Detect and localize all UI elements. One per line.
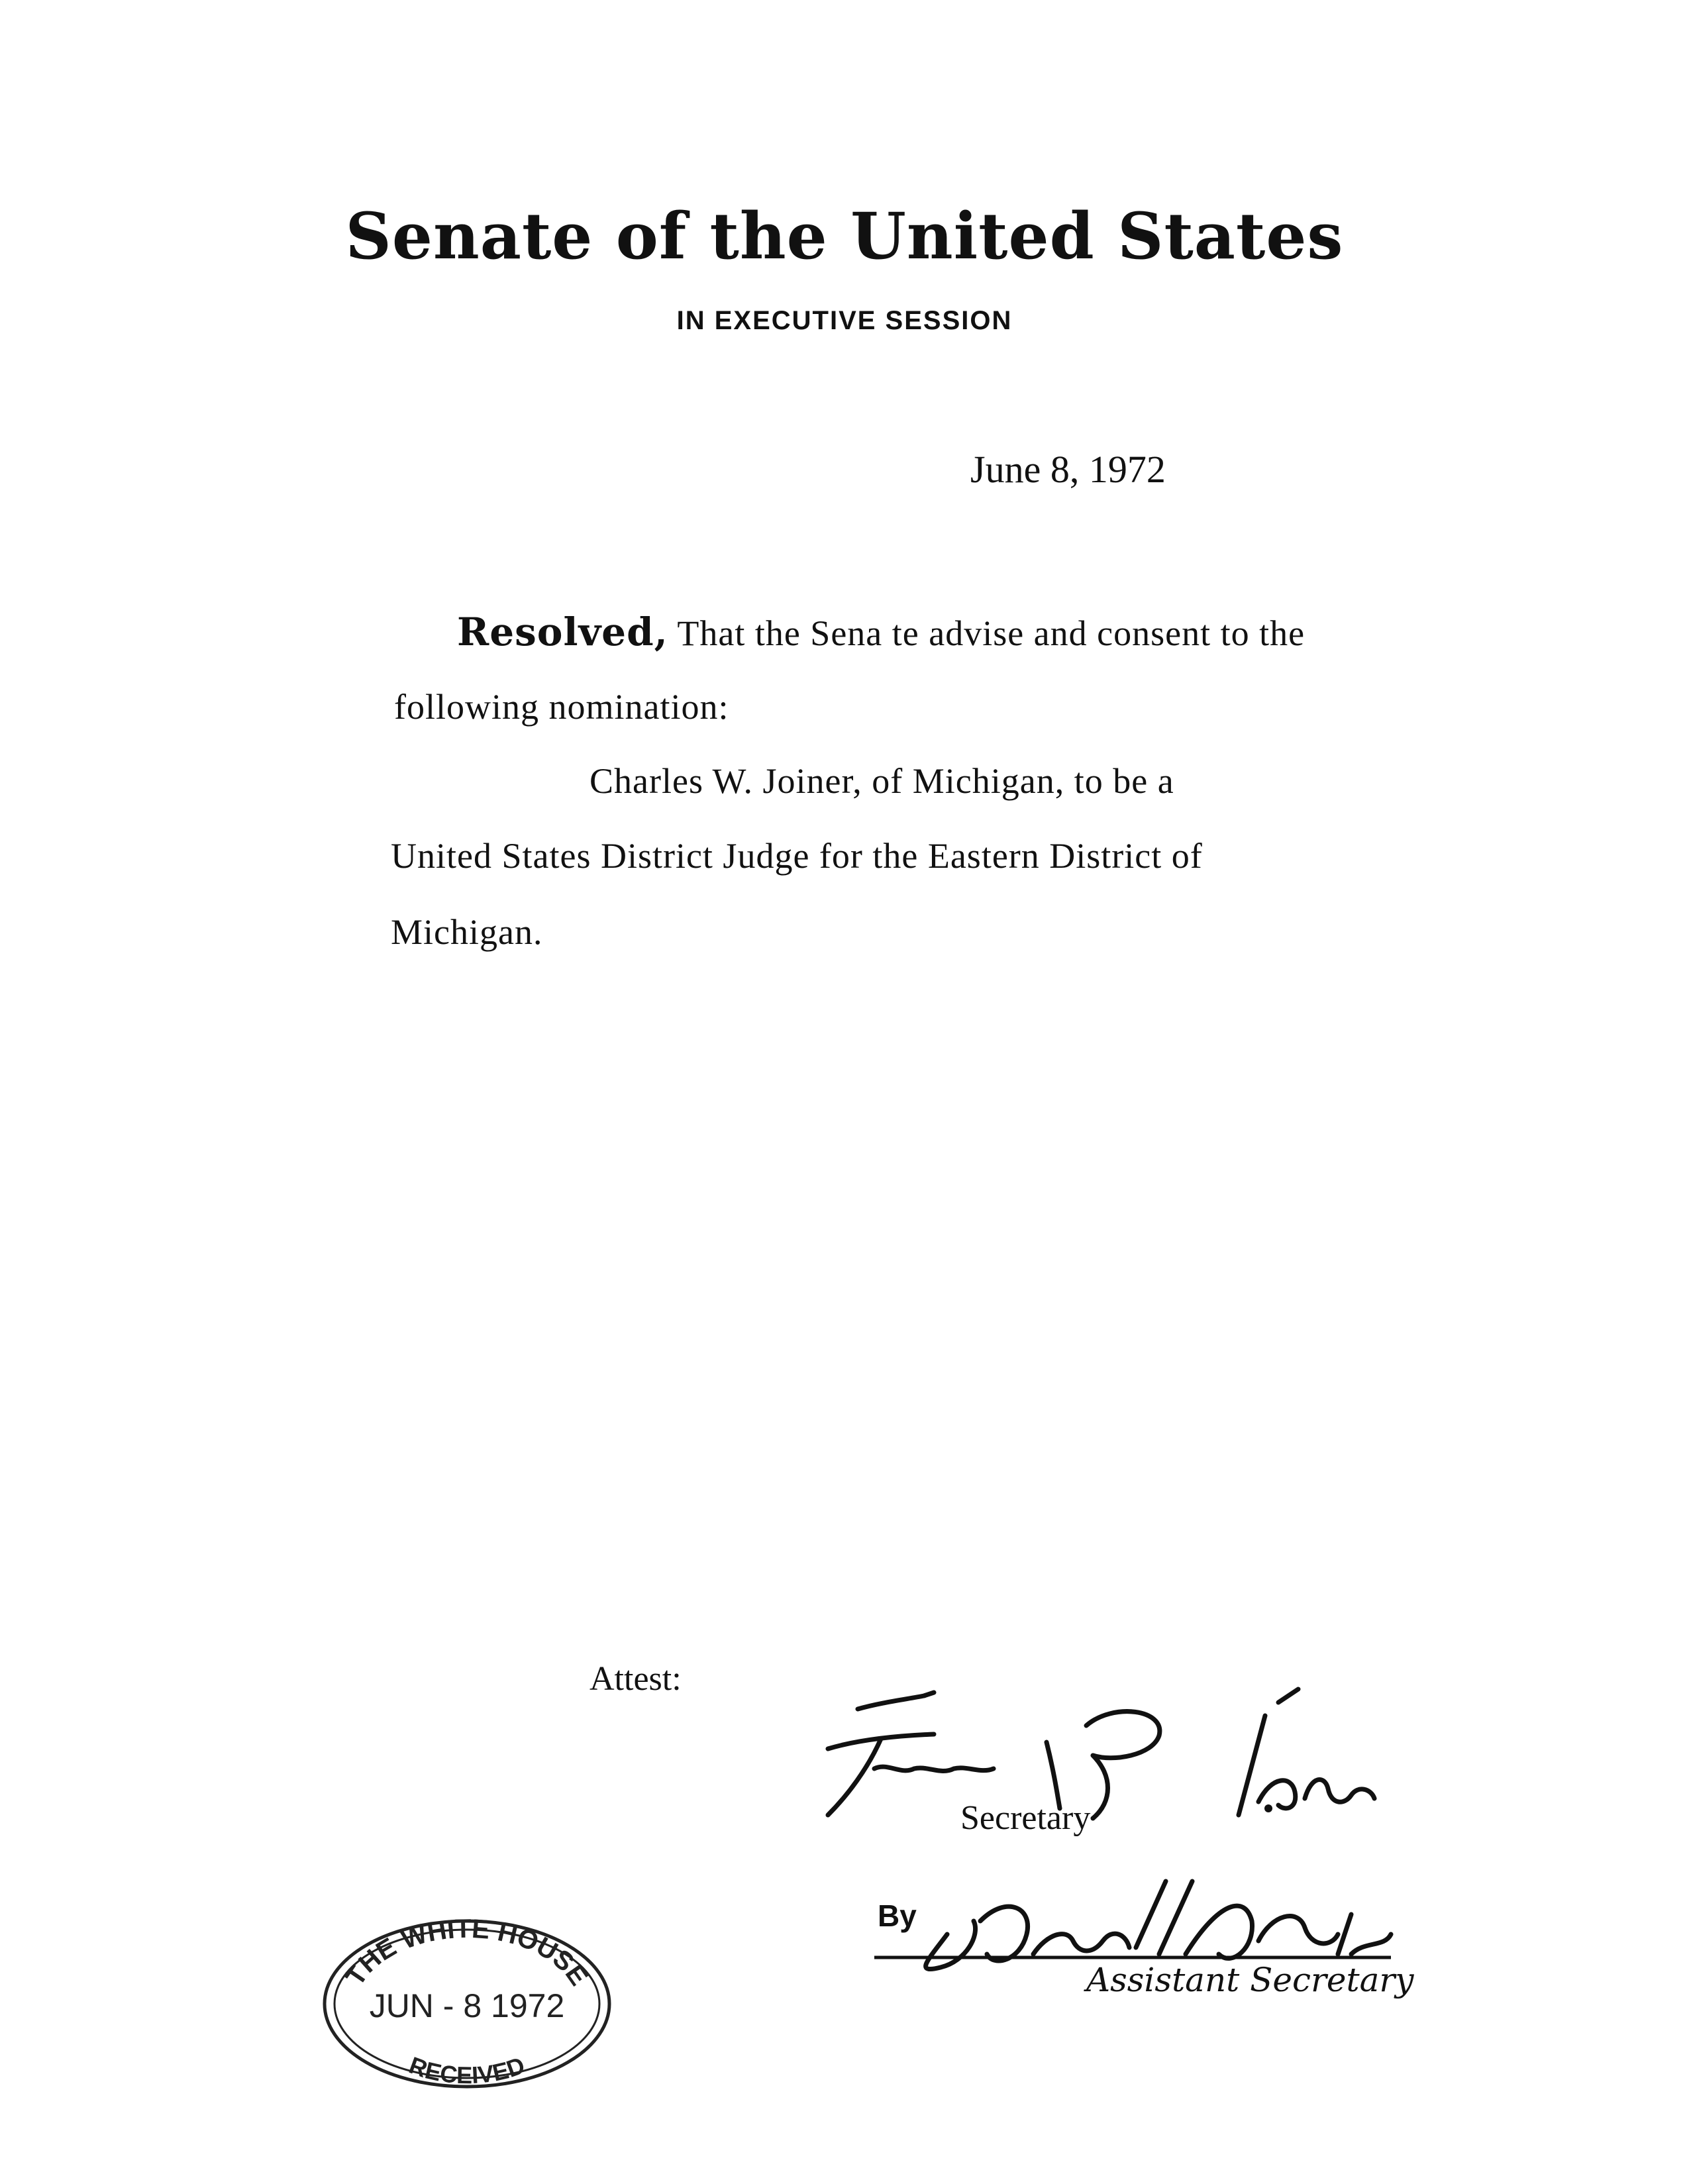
position-line: United States District Judge for the Eastern District of — [391, 836, 1203, 876]
district-line: Michigan. — [391, 912, 543, 952]
attest-label: Attest: — [589, 1660, 682, 1698]
resolution-line-2: following nomination: — [394, 687, 729, 727]
session-subtitle: IN EXECUTIVE SESSION — [676, 306, 1013, 335]
stamp-bottom-text: RECEIVED — [405, 2051, 529, 2089]
document-title: Senate of the United States — [345, 199, 1344, 274]
secretary-signature — [801, 1676, 1384, 1835]
white-house-received-stamp — [318, 1911, 616, 2090]
assistant-secretary-label: Assistant Secretary — [1086, 1961, 1414, 1999]
by-label: By — [878, 1898, 917, 1933]
resolution-text-1: That the Sena te advise and consent to the — [677, 613, 1305, 653]
secretary-label: Secretary — [960, 1799, 1091, 1837]
resolution-line-1 — [457, 609, 1305, 654]
stamp-date: JUN - 8 1972 — [369, 1987, 565, 2024]
stamp-top-text: THE WHITE HOUSE — [340, 1914, 593, 1991]
document-date: June 8, 1972 — [970, 448, 1166, 491]
resolved-heading: Resolved, — [457, 609, 668, 654]
nominee-line: Charles W. Joiner, of Michigan, to be a — [589, 761, 1174, 801]
